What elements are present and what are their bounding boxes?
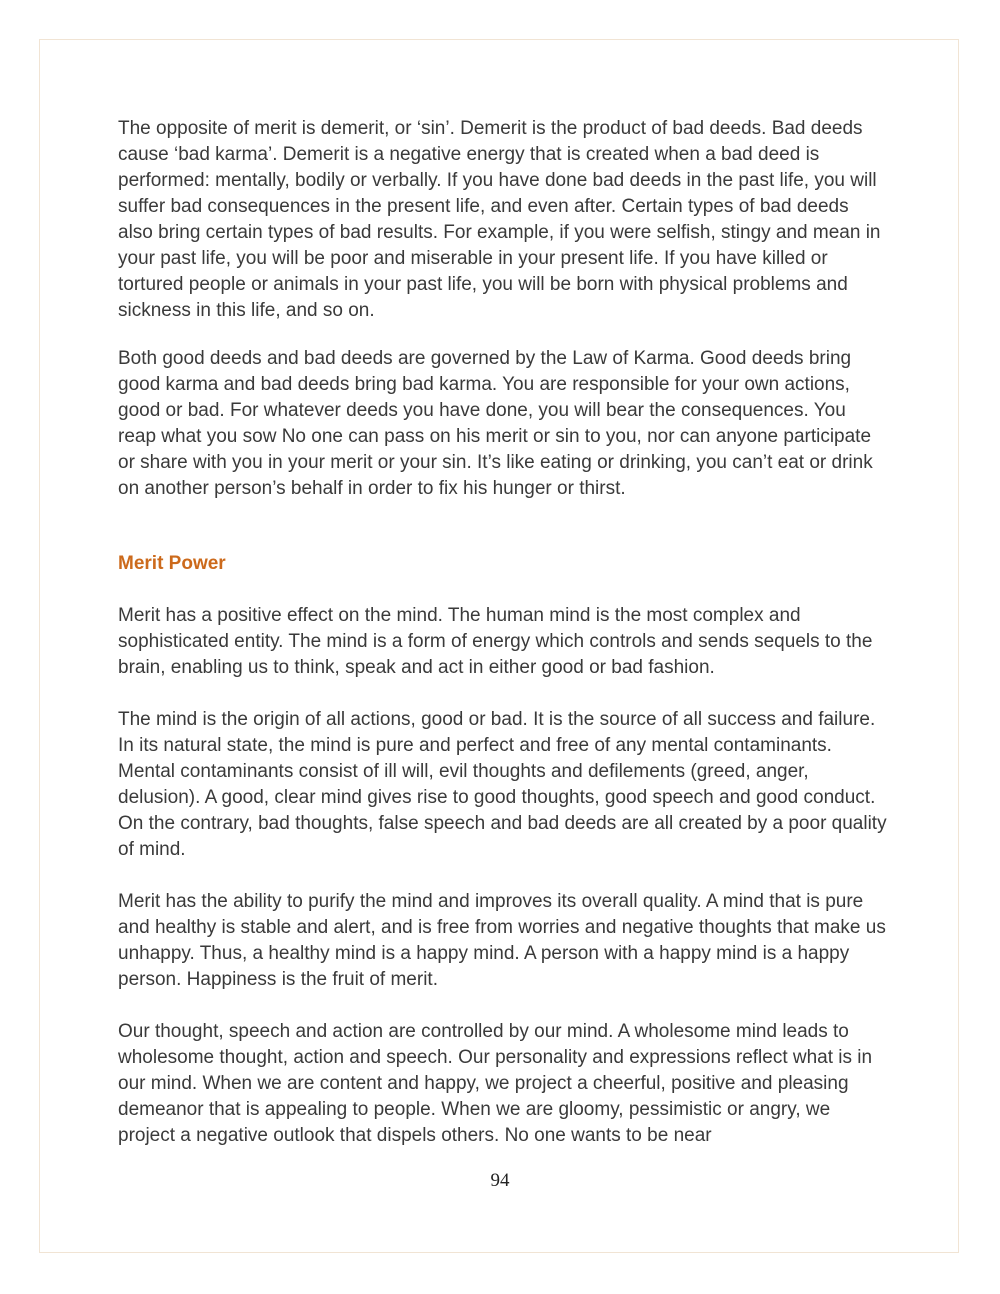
paragraph-merit-effect: Merit has a positive effect on the mind. The human mind is the most complex and sophisticated entity. The mind is a form of energy which controls and sends sequels to the brain, enabling us to think, speak and act in either good or bad fashion. (118, 605, 873, 678)
paragraph-wholesome-mind: Our thought, speech and action are controlled by our mind. A wholesome mind leads to wholesome thought, action and speech. Our personality and expressions reflect what is in our mind. When we are content and happy, we project a cheerful, positive and pleasing demeanor that is appealing to people. When we are gloomy, pessimistic or angry, we project a negative outlook that dispels others. No one wants to be near (118, 1021, 873, 1146)
paragraph-demerit: The opposite of merit is demerit, or ‘sin’. Demerit is the product of bad deeds. Bad deeds cause ‘bad karma’. Demerit is a negative energy that is created when a bad deed is performed: mentally, bodily or verbally. If you have done bad deeds in the past life, you will suffer bad consequences in the present life, and even after. Certain types of bad deeds also bring certain types of bad results. For example, if you were selfish, stingy and mean in your past life, you will be poor and miserable in your present life. If you have killed or tortured people or animals in your past life, you will be born with physical problems and sickness in this life, and so on. (118, 118, 881, 321)
paragraph-purify-mind: Merit has the ability to purify the mind and improves its overall quality. A mind that is pure and healthy is stable and alert, and is free from worries and negative thoughts that make us unhappy. Thus, a healthy mind is a happy mind. A person with a happy mind is a happy person. Happiness is the fruit of merit. (118, 891, 886, 990)
document-body (118, 116, 888, 1149)
page-number: 94 (490, 1170, 510, 1191)
section-heading: Merit Power (118, 553, 226, 574)
paragraph-mind-origin: The mind is the origin of all actions, good or bad. It is the source of all success and failure. In its natural state, the mind is pure and perfect and free of any mental contaminants. Mental contaminants consist of ill will, evil thoughts and defilements (greed, anger, delusion). A good, clear mind gives rise to good thoughts, good speech and good conduct. On the contrary, bad thoughts, false speech and bad deeds are all created by a poor quality of mind. (118, 709, 887, 860)
paragraph-law-of-karma: Both good deeds and bad deeds are governed by the Law of Karma. Good deeds bring good karma and bad deeds bring bad karma. You are responsible for your own actions, good or bad. For whatever deeds you have done, you will bear the consequences. You reap what you sow No one can pass on his merit or sin to you, nor can anyone participate or share with you in your merit or your sin. It’s like eating or drinking, you can’t eat or drink on another person’s behalf in order to fix his hunger or thirst. (118, 348, 873, 499)
